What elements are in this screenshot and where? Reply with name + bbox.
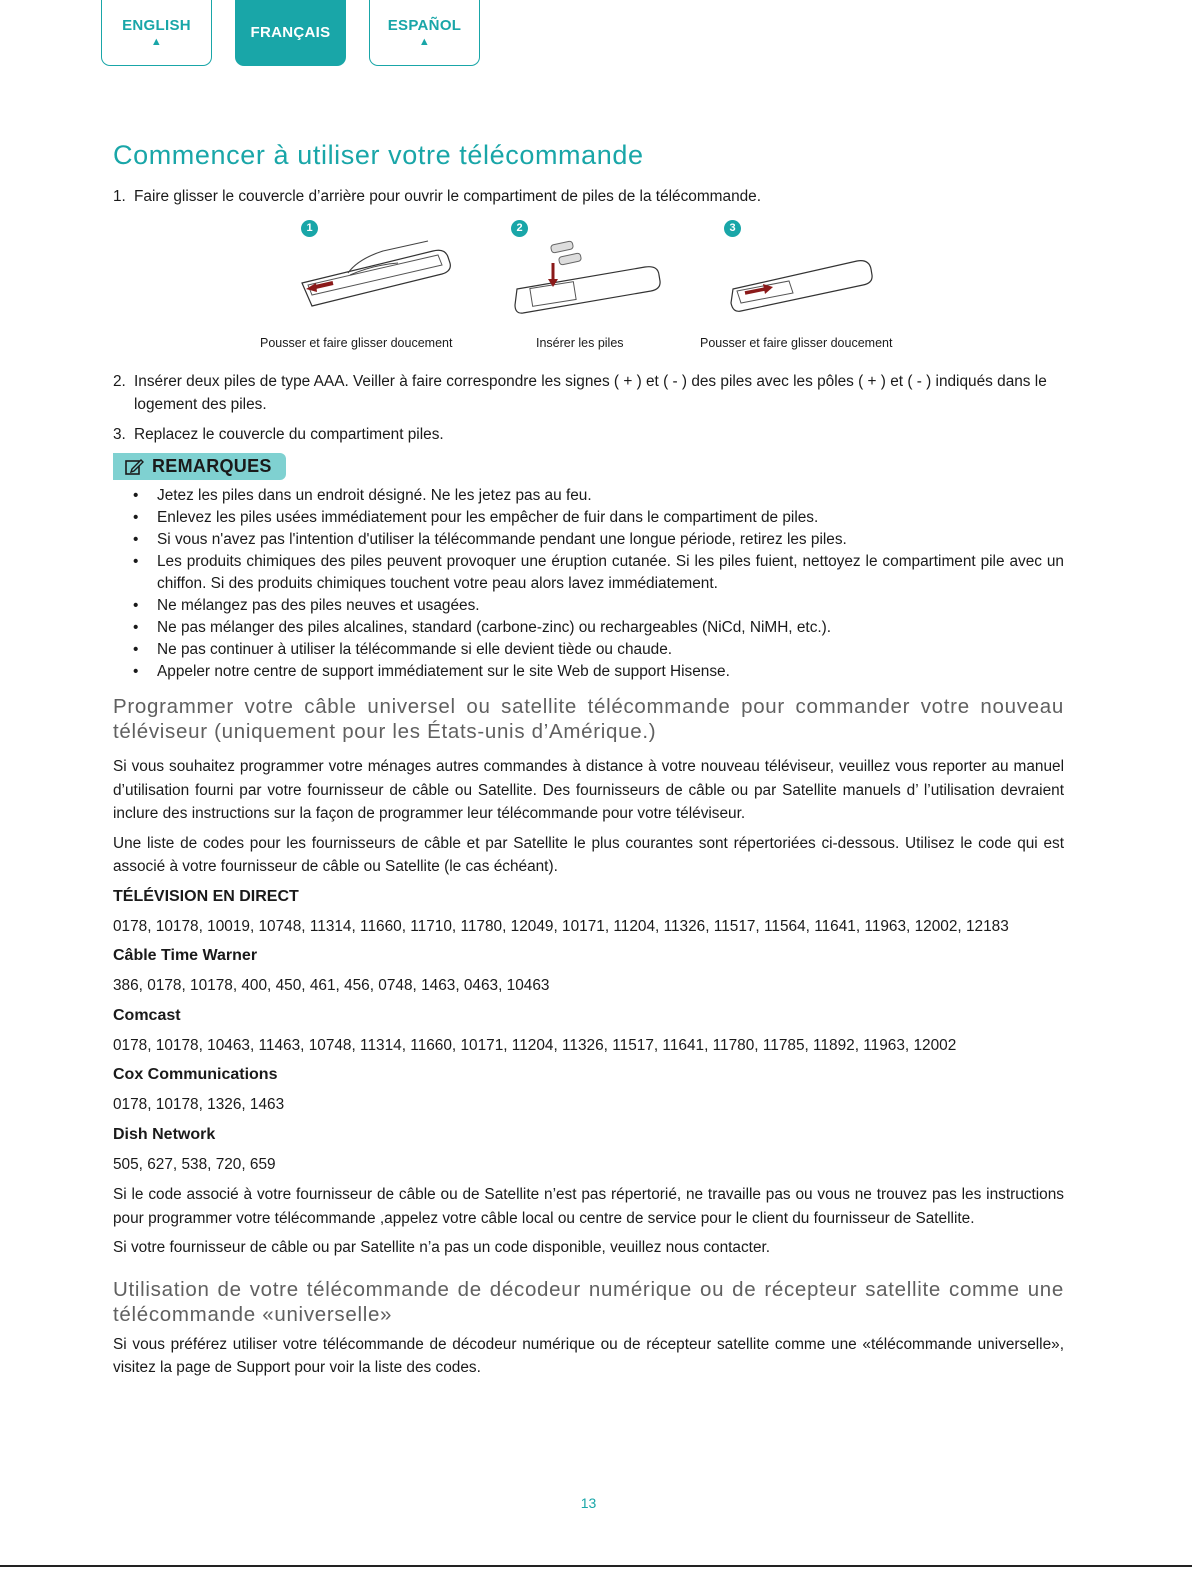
notes-list xyxy=(113,485,1064,683)
figure-2-caption: Insérer les piles xyxy=(536,335,624,350)
remarques-label: REMARQUES xyxy=(152,456,272,476)
list-item: • Jetez les piles dans un endroit désigné. Ne les jetez pas au feu. xyxy=(133,487,592,504)
provider-name: Comcast xyxy=(113,1006,181,1024)
triangle-up-icon: ▲ xyxy=(418,36,431,48)
tab-francais-label: FRANÇAIS xyxy=(250,24,331,41)
step-1 xyxy=(113,185,1064,209)
list-item: • Ne mélangez pas des piles neuves et usagées. xyxy=(133,597,480,614)
step-badge-1: 1 xyxy=(301,220,318,237)
note-edit-icon xyxy=(125,458,144,475)
provider-codes: 0178, 10178, 1326, 1463 xyxy=(113,1096,285,1113)
page-content xyxy=(113,140,1064,1380)
step-number: 1. xyxy=(113,188,126,205)
step-text: Insérer deux piles de type AAA. Veiller à faire correspondre les signes ( + ) et ( - ) des piles avec les pôles ( + ) et ( - ) indiqués dans le logement des piles. xyxy=(134,372,1047,413)
provider-name: Câble Time Warner xyxy=(113,947,258,964)
step-number: 2. xyxy=(113,372,126,390)
provider-codes: 386, 0178, 10178, 400, 450, 461, 456, 0748, 1463, 0463, 10463 xyxy=(113,977,550,994)
step-3 xyxy=(113,423,1064,447)
provider-codes: 0178, 10178, 10463, 11463, 10748, 11314, 11660, 10171, 11204, 11326, 11517, 11641, 11780, 11785, 11892, 11963, 12002 xyxy=(113,1036,957,1054)
provider-name: Dish Network xyxy=(113,1125,216,1143)
list-item: • Appeler notre centre de support immédiatement sur le site Web de support Hisense. xyxy=(133,663,730,680)
list-item: • Ne pas mélanger des piles alcalines, standard (carbone-zinc) ou rechargeables (NiCd, NiMH, etc.). xyxy=(133,619,832,636)
remote-slide-cover-illustration xyxy=(288,239,458,314)
section-title-universelle: Utilisation de votre télécommande de décodeur numérique ou de récepteur satellite comme une télécommande «universelle» xyxy=(113,1277,1064,1326)
list-item: • Si vous n'avez pas l'intention d'utiliser la télécommande pendant une longue période, retirez les piles. xyxy=(133,531,847,548)
figure-1-caption: Pousser et faire glisser doucement xyxy=(260,335,453,350)
remarques-header xyxy=(113,453,1064,480)
paragraph: Si vous préférez utiliser votre télécommande de décodeur numérique ou de récepteur satellite comme une «télécommande universelle», visitez la page de Support pour voir la liste des codes. xyxy=(113,1335,1064,1376)
tab-english-label: ENGLISH xyxy=(122,17,191,34)
page-number: 13 xyxy=(580,1495,597,1511)
step-badge-3: 3 xyxy=(724,220,741,237)
remote-close-cover-illustration xyxy=(729,257,879,319)
remarques-badge xyxy=(113,453,286,480)
paragraph: Si votre fournisseur de câble ou par Satellite n’a pas un code disponible, veuillez nous contacter. xyxy=(113,1239,771,1256)
list-item: • Les produits chimiques des piles peuvent provoquer une éruption cutanée. Si les piles fuient, nettoyez le compartiment pile avec un chiffon. Si des produits chimiques touchent votre peau alors lavez immédiatement. xyxy=(133,553,1064,592)
figure-3-caption: Pousser et faire glisser doucement xyxy=(700,335,893,350)
provider-codes: 0178, 10178, 10019, 10748, 11314, 11660, 11710, 11780, 12049, 10171, 11204, 11326, 11517, 11564, 11641, 11963, 12002, 12183 xyxy=(113,917,1009,935)
paragraph: Une liste de codes pour les fournisseurs de câble et par Satellite le plus courantes sont répertoriées ci-dessous. Utilisez le code qui est associé à votre fournisseur de câble ou Satellite (le cas échéant). xyxy=(113,834,1064,875)
battery-figures xyxy=(113,209,1064,354)
language-tabs xyxy=(101,0,503,66)
step-text: Faire glisser le couvercle d’arrière pour ouvrir le compartiment de piles de la télécommande. xyxy=(134,188,762,205)
step-2 xyxy=(113,370,1064,417)
section-title-programmer: Programmer votre câble universel ou satellite télécommande pour commander votre nouveau téléviseur (uniquement pour les États-unis d’Amérique.) xyxy=(113,695,1064,743)
provider-name: TÉLÉVISION EN DIRECT xyxy=(113,887,299,905)
tab-espanol[interactable] xyxy=(369,0,480,66)
provider-name: Cox Communications xyxy=(113,1066,278,1083)
page-title: Commencer à utiliser votre télécommande xyxy=(113,140,644,170)
footer-divider xyxy=(0,1565,1192,1567)
step-number: 3. xyxy=(113,425,126,443)
tab-francais[interactable] xyxy=(235,0,346,66)
step-text: Replacez le couvercle du compartiment piles. xyxy=(134,425,444,443)
remote-insert-batteries-illustration xyxy=(513,237,665,322)
provider-codes: 505, 627, 538, 720, 659 xyxy=(113,1155,276,1173)
list-item: • Ne pas continuer à utiliser la télécommande si elle devient tiède ou chaude. xyxy=(133,641,673,658)
tab-english[interactable] xyxy=(101,0,212,66)
triangle-up-icon: ▲ xyxy=(150,36,163,48)
paragraph: Si vous souhaitez programmer votre ménages autres commandes à distance à votre nouveau téléviseur, veuillez vous reporter au manuel d’utilisation fourni par votre fournisseur de câble ou Satellite. Des fournisseurs de câble ou par Satellite manuels d’ l’utilisation devraient inclure des instructions sur la façon de programmer leur télécommande pour votre téléviseur. xyxy=(113,758,1064,822)
step-badge-2: 2 xyxy=(511,220,528,237)
tab-espanol-label: ESPAÑOL xyxy=(387,17,462,34)
paragraph: Si le code associé à votre fournisseur de câble ou de Satellite n’est pas répertorié, ne travaille pas ou vous ne trouvez pas les instructions pour programmer votre télécommande ,appelez votre câble local ou centre de service pour le client du fournisseur de Satellite. xyxy=(113,1186,1064,1227)
list-item: • Enlevez les piles usées immédiatement pour les empêcher de fuir dans le compartiment de piles. xyxy=(133,509,819,526)
